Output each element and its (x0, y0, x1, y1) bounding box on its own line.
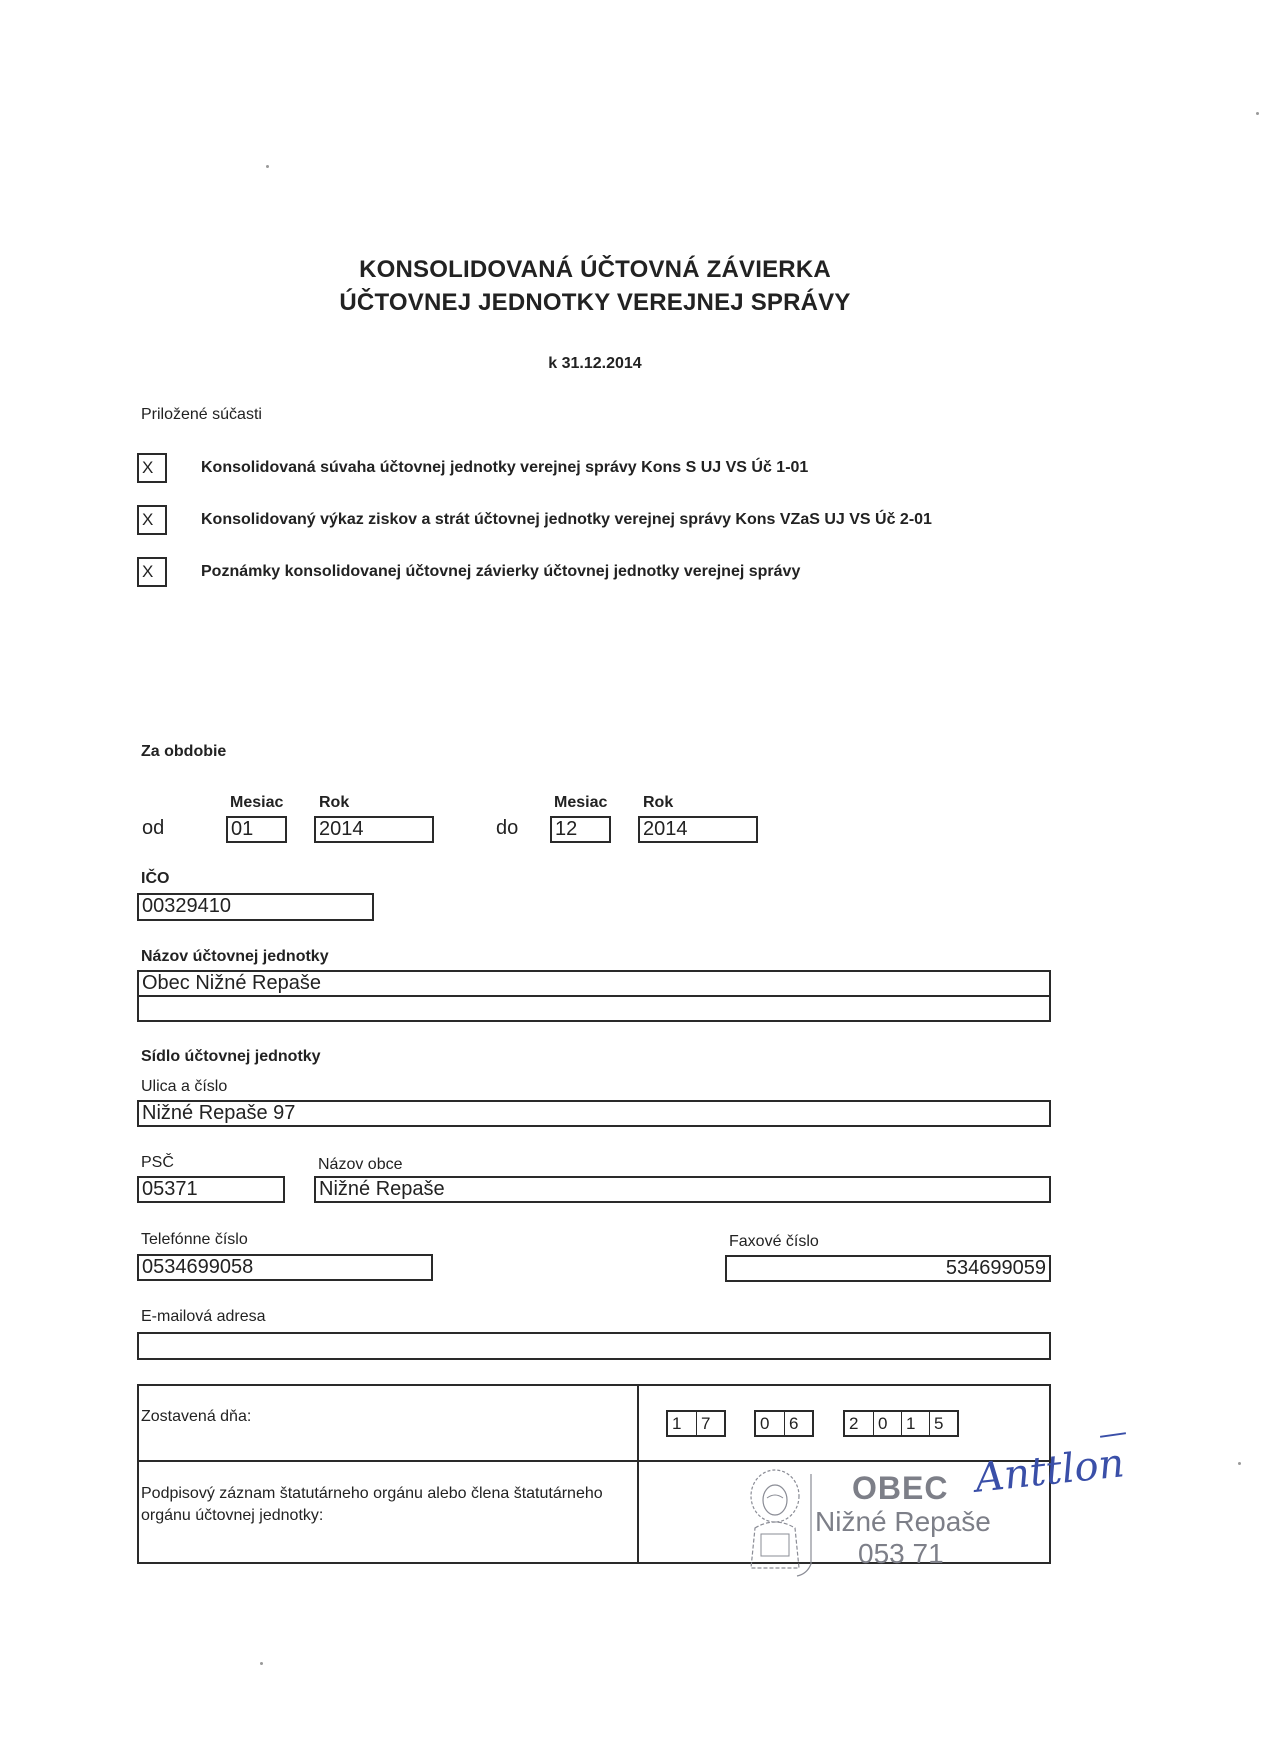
attachments-label: Priložené súčasti (141, 406, 262, 423)
seat-label: Sídlo účtovnej jednotky (141, 1048, 321, 1065)
to-year-label: Rok (643, 794, 674, 811)
compiled-year-digit: 1 (901, 1412, 929, 1435)
from-label: od (142, 817, 165, 839)
ico-label: IČO (141, 870, 170, 887)
scan-speck (260, 1662, 263, 1665)
zip-label: PSČ (141, 1154, 174, 1171)
compiled-date-label: Zostavená dňa: (141, 1408, 252, 1425)
scan-speck (1238, 1462, 1241, 1465)
city-label: Názov obce (318, 1156, 403, 1173)
attachment-label-balance-sheet: Konsolidovaná súvaha účtovnej jednotky verejnej správy Kons S UJ VS Úč 1-01 (201, 459, 809, 476)
attachment-checkbox-balance-sheet[interactable]: X (137, 453, 167, 483)
signature-record-label: Podpisový záznam štatutárneho orgánu alebo člena štatutárneho orgánu účtovnej jednotky: (141, 1485, 603, 1524)
entity-name-field-line1[interactable]: Obec Nižné Repaše (137, 970, 1051, 997)
compiled-day-digit: 1 (672, 1414, 682, 1433)
scan-speck (1256, 112, 1259, 115)
to-month-field[interactable]: 12 (550, 816, 611, 843)
period-label: Za obdobie (141, 743, 227, 760)
compiled-year-field[interactable] (843, 1410, 959, 1437)
compiled-month-digit: 0 (760, 1414, 770, 1433)
to-month-label: Mesiac (554, 794, 608, 811)
compiled-day-digit: 7 (696, 1412, 724, 1435)
fax-label: Faxové číslo (729, 1233, 819, 1250)
compiled-year-digit: 5 (929, 1412, 957, 1435)
phone-label: Telefónne číslo (141, 1231, 248, 1248)
compiled-month-field[interactable] (754, 1410, 814, 1437)
as-of-date: k 31.12.2014 (548, 355, 642, 372)
stamp-line2: Nižné Repaše (815, 1506, 991, 1537)
stamp-line1: OBEC (852, 1470, 949, 1506)
stamp-emblem-icon (733, 1468, 823, 1578)
compiled-month-digit: 6 (784, 1412, 812, 1435)
city-field[interactable]: Nižné Repaše (314, 1176, 1051, 1203)
document-title-line2: ÚČTOVNEJ JEDNOTKY VEREJNEJ SPRÁVY (339, 289, 851, 316)
to-label: do (496, 817, 519, 839)
to-year-field[interactable]: 2014 (638, 816, 758, 843)
signature-stroke (1100, 1432, 1126, 1438)
attachment-label-income-statement: Konsolidovaný výkaz ziskov a strát účtovnej jednotky verejnej správy Kons VZaS UJ VS Úč 2-01 (201, 511, 932, 528)
handwritten-signature: Anttlon (973, 1440, 1127, 1502)
entity-name-field-line2[interactable] (137, 995, 1051, 1022)
email-field[interactable] (137, 1332, 1051, 1360)
zip-field[interactable]: 05371 (137, 1176, 285, 1203)
scan-speck (266, 165, 269, 168)
document-title-line1: KONSOLIDOVANÁ ÚČTOVNÁ ZÁVIERKA (359, 256, 831, 283)
email-label: E-mailová adresa (141, 1308, 266, 1325)
from-month-label: Mesiac (230, 794, 284, 811)
footer-table-col-divider (637, 1384, 639, 1564)
attachment-checkbox-notes[interactable]: X (137, 557, 167, 587)
ico-field[interactable]: 00329410 (137, 893, 374, 921)
phone-field[interactable]: 0534699058 (137, 1254, 433, 1281)
compiled-year-digit: 2 (849, 1414, 859, 1433)
from-month-field[interactable]: 01 (226, 816, 287, 843)
compiled-year-digit: 0 (873, 1412, 901, 1435)
street-label: Ulica a číslo (141, 1078, 228, 1095)
attachment-label-notes: Poznámky konsolidovanej účtovnej závierky účtovnej jednotky verejnej správy (201, 563, 801, 580)
attachment-checkbox-income-statement[interactable]: X (137, 505, 167, 535)
street-field[interactable]: Nižné Repaše 97 (137, 1100, 1051, 1127)
fax-field[interactable]: 534699059 (725, 1255, 1051, 1282)
footer-table-row-divider (137, 1460, 1051, 1462)
stamp-line3: 053 71 (858, 1538, 944, 1569)
from-year-field[interactable]: 2014 (314, 816, 434, 843)
entity-name-label: Názov účtovnej jednotky (141, 948, 329, 965)
from-year-label: Rok (319, 794, 350, 811)
compiled-day-field[interactable] (666, 1410, 726, 1437)
